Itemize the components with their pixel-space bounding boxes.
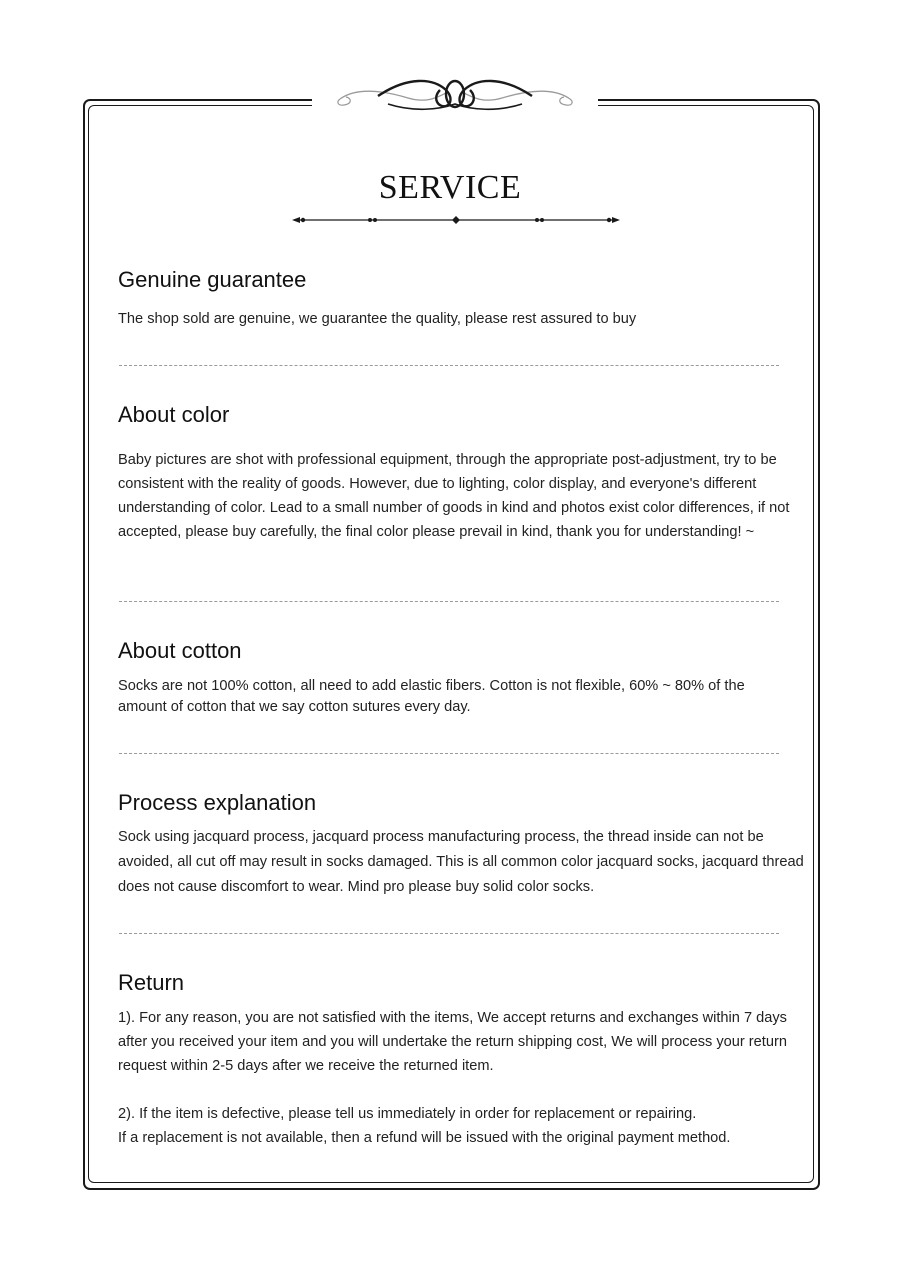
decorative-rule-icon (290, 212, 622, 228)
section-heading-return: Return (118, 970, 185, 995)
section-divider (119, 601, 779, 602)
section-divider (119, 933, 779, 934)
paragraph: The shop sold are genuine, we guarantee the quality, please rest assured to buy (118, 311, 637, 327)
section-heading-about-color: About color (118, 402, 230, 427)
section-divider (119, 365, 779, 366)
section-body-process-explanation (118, 825, 808, 900)
paragraph: If a replacement is not available, then a refund will be issued with the original payment method. (118, 1130, 731, 1146)
paragraph: 1). For any reason, you are not satisfied with the items, We accept returns and exchanges within 7 days after you received your item and you will undertake the return shipping cost, We will process your return request within 2-5 days after we receive the returned item. (118, 1010, 787, 1074)
section-divider (119, 753, 779, 754)
paragraph: Socks are not 100% cotton, all need to add elastic fibers. Cotton is not flexible, 60% ~ 80% of the amount of cotton that we say cotton sutures every day. (118, 678, 745, 715)
section-body-genuine-guarantee (118, 309, 808, 329)
section-body-return (118, 1006, 808, 1150)
flourish-ornament-icon (328, 74, 582, 114)
paragraph: 2). If the item is defective, please tell us immediately in order for replacement or repairing. (118, 1106, 697, 1122)
paragraph: Baby pictures are shot with professional equipment, through the appropriate post-adjustment, try to be consistent with the reality of goods. However, due to lighting, color display, and everyone's different understanding of color. Lead to a small number of goods in kind and photos exist color differences, if not accepted, please buy carefully, the final color please prevail in kind, thank you for understanding! ~ (118, 452, 790, 540)
section-body-about-color (118, 448, 800, 544)
section-heading-genuine-guarantee: Genuine guarantee (118, 267, 307, 292)
section-heading-about-cotton: About cotton (118, 638, 242, 663)
paragraph: Sock using jacquard process, jacquard process manufacturing process, the thread inside can not be avoided, all cut off may result in socks damaged. This is all common color jacquard socks, jacquard thread does not cause discomfort to wear. Mind pro please buy solid color socks. (118, 829, 804, 895)
section-body-about-cotton (118, 676, 783, 718)
section-heading-process-explanation: Process explanation (118, 790, 317, 815)
page-title: SERVICE (378, 169, 522, 206)
